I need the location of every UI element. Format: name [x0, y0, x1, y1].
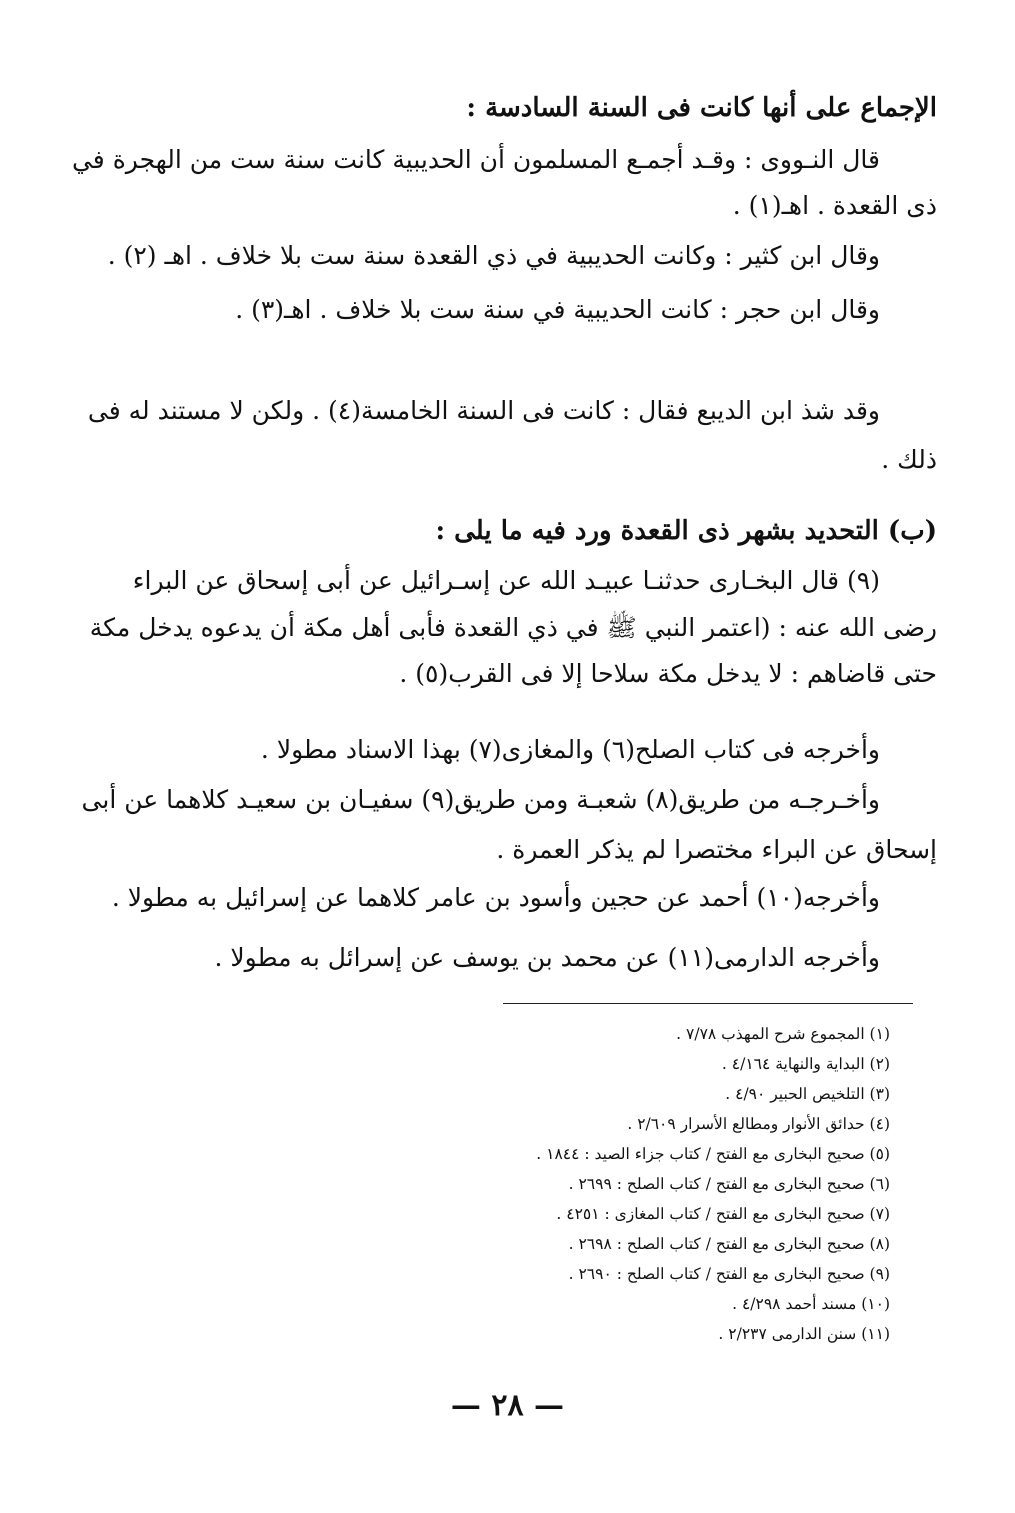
paragraph-takhrij-sulh: وأخرجه فى كتاب الصلح(٦) والمغازى(٧) بهذا الاسناد مطولا . — [260, 735, 880, 764]
paragraph-ibn-dubay-line-2: ذلك . — [881, 445, 937, 474]
footnote-item: (٩) صحيح البخارى مع الفتح / كتاب الصلح : ٢٦٩٠ . — [568, 1265, 890, 1283]
footnote-item: (١٠) مسند أحمد ٤/٢٩٨ . — [732, 1295, 890, 1313]
paragraph-hadith-line-1: (٩) قال البخـارى حدثنـا عبيـد الله عن إسـرائيل عن أبى إسحاق عن البراء — [132, 566, 880, 595]
section-heading-dhul-qadah: (ب) التحديد بشهر ذى القعدة ورد فيه ما يلى : — [435, 516, 937, 546]
footnote-item: (٣) التلخيص الحبير ٤/٩٠ . — [725, 1085, 890, 1103]
footnote-separator — [503, 1003, 913, 1004]
paragraph-takhrij-ahmad: وأخرجه(١٠) أحمد عن حجين وأسود بن عامر كلاهما عن إسرائيل به مطولا . — [111, 883, 880, 912]
paragraph-takhrij-shuba-line-2: إسحاق عن البراء مختصرا لم يذكر العمرة . — [496, 835, 937, 864]
footnote-item: (٢) البداية والنهاية ٤/١٦٤ . — [721, 1055, 890, 1073]
footnote-item: (٦) صحيح البخارى مع الفتح / كتاب الصلح : ٢٦٩٩ . — [568, 1175, 890, 1193]
paragraph-hadith-line-2: رضى الله عنه : (اعتمر النبي ﷺ في ذي القعدة فأبى أهل مكة أن يدعوه يدخل مكة — [89, 613, 937, 642]
footnote-item: (٥) صحيح البخارى مع الفتح / كتاب جزاء الصيد : ١٨٤٤ . — [536, 1145, 890, 1163]
paragraph-takhrij-shuba-line-1: وأخـرجـه من طريق(٨) شعبـة ومن طريق(٩) سفيـان بن سعيـد كلاهما عن أبى — [81, 785, 880, 814]
paragraph-ibn-kathir: وقال ابن كثير : وكانت الحديبية في ذي القعدة سنة ست بلا خلاف . اهـ (٢) . — [107, 241, 880, 270]
page-number: — ٢٨ — — [450, 1388, 565, 1423]
footnote-item: (٨) صحيح البخارى مع الفتح / كتاب الصلح : ٢٦٩٨ . — [568, 1235, 890, 1253]
paragraph-takhrij-darimi: وأخرجه الدارمى(١١) عن محمد بن يوسف عن إسرائل به مطولا . — [214, 943, 880, 972]
footnote-item: (١١) سنن الدارمى ٢/٢٣٧ . — [718, 1325, 890, 1343]
paragraph-ibn-hajar: وقال ابن حجر : كانت الحديبية في سنة ست بلا خلاف . اهـ(٣) . — [235, 295, 880, 324]
paragraph-nawawi-line-1: قال النـووى : وقـد أجمـع المسلمون أن الحديبية كانت سنة ست من الهجرة في — [71, 145, 880, 174]
footnote-item: (١) المجموع شرح المهذب ٧/٧٨ . — [676, 1025, 890, 1043]
footnote-item: (٧) صحيح البخارى مع الفتح / كتاب المغازى : ٤٢٥١ . — [556, 1205, 890, 1223]
footnote-item: (٤) حدائق الأنوار ومطالع الأسرار ٢/٦٠٩ . — [627, 1115, 890, 1133]
paragraph-nawawi-line-2: ذى القعدة . اهـ(١) . — [732, 191, 937, 220]
section-heading-consensus: الإجماع على أنها كانت فى السنة السادسة : — [466, 93, 937, 123]
paragraph-hadith-line-3: حتى قاضاهم : لا يدخل مكة سلاحا إلا فى القرب(٥) . — [399, 659, 937, 688]
paragraph-ibn-dubay-line-1: وقد شذ ابن الديبع فقال : كانت فى السنة الخامسة(٤) . ولكن لا مستند له فى — [87, 396, 880, 425]
